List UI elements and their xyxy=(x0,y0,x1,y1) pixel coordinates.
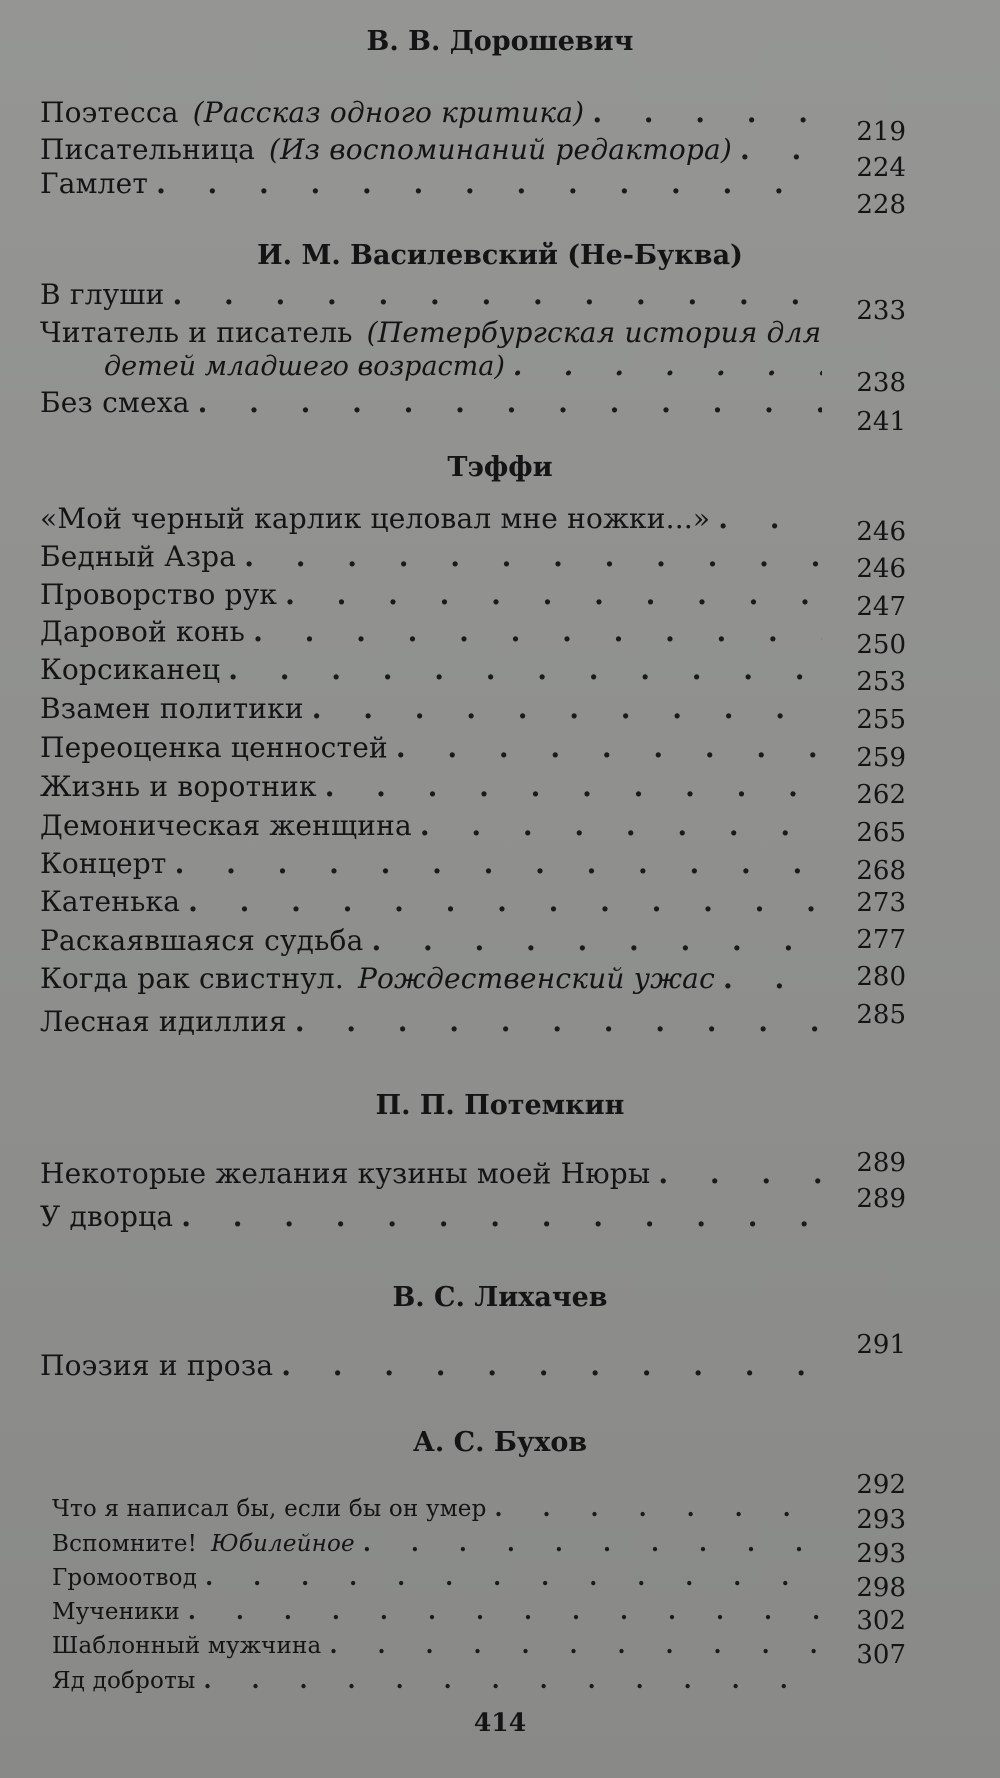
dot-leader xyxy=(244,540,822,573)
entry-title: Даровой конь xyxy=(40,615,246,648)
entry-title: Гамлет xyxy=(40,167,149,200)
entry-title: Взамен политики xyxy=(40,692,304,725)
toc-entry xyxy=(52,1564,822,1591)
entry-page: 219 xyxy=(856,117,906,147)
entry-title: «Мой черный карлик целовал мне ножки...» xyxy=(40,502,711,535)
dot-leader xyxy=(175,847,822,880)
toc-entry xyxy=(40,885,822,918)
dot-leader xyxy=(198,386,822,419)
entry-page: 262 xyxy=(856,780,906,810)
entry-page: 224 xyxy=(856,153,906,183)
page-number: 414 xyxy=(473,1708,527,1737)
entry-title: Раскаявшаяся судьба xyxy=(40,924,364,957)
entry-page: 255 xyxy=(856,705,906,735)
entry-subtitle: Рождественский ужас xyxy=(357,962,715,995)
entry-title: Некоторые желания кузины моей Нюры xyxy=(40,1157,651,1190)
toc-entry xyxy=(40,1200,822,1233)
dot-leader xyxy=(420,809,822,842)
entry-page: 273 xyxy=(856,888,906,918)
entry-title: Что я написал бы, если бы он умер xyxy=(52,1496,487,1522)
entry-page: 307 xyxy=(856,1640,906,1670)
author-heading: А. С. Бухов xyxy=(412,1427,588,1458)
entry-page: 233 xyxy=(856,296,906,326)
entry-title: Без смеха xyxy=(40,386,190,419)
entry-title: Катенька xyxy=(40,885,181,918)
entry-page: 289 xyxy=(856,1184,906,1214)
entry-page: 246 xyxy=(856,554,906,584)
dot-leader xyxy=(228,653,822,686)
dot-leader xyxy=(740,133,822,166)
entry-page: 238 xyxy=(856,368,906,398)
entry-page: 228 xyxy=(856,190,906,220)
entry-title: Проворство рук xyxy=(40,578,278,611)
toc-entry xyxy=(40,540,822,573)
dot-leader xyxy=(204,1667,822,1694)
entry-subtitle: (Рассказ одного критика) xyxy=(192,96,585,129)
toc-entry xyxy=(40,924,822,957)
toc-entry-continuation xyxy=(104,351,822,382)
entry-title: В глуши xyxy=(40,278,165,311)
entry-page: 241 xyxy=(856,407,906,437)
entry-page: 250 xyxy=(856,630,906,660)
entry-title: Поэзия и проза xyxy=(40,1349,274,1382)
dot-leader xyxy=(495,1495,822,1522)
dot-leader xyxy=(592,96,822,129)
entry-page: 291 xyxy=(856,1330,906,1360)
entry-title: Яд доброты xyxy=(52,1668,196,1694)
entry-page: 265 xyxy=(856,818,906,848)
toc-entry xyxy=(40,578,822,611)
entry-title: Вспомните! xyxy=(52,1531,198,1557)
author-heading: Тэффи xyxy=(447,452,553,483)
author-heading: П. П. Потемкин xyxy=(375,1090,625,1121)
entry-title: Лесная идиллия xyxy=(40,1005,287,1038)
dot-leader xyxy=(281,1349,822,1382)
entry-page: 246 xyxy=(856,517,906,547)
toc-entry xyxy=(52,1598,822,1625)
entry-page: 253 xyxy=(856,667,906,697)
dot-leader xyxy=(253,615,822,648)
entry-subtitle: (Петербургская история для xyxy=(366,316,822,349)
entry-page: 268 xyxy=(856,856,906,886)
dot-leader xyxy=(156,167,822,200)
entry-page: 285 xyxy=(856,1000,906,1030)
dot-leader xyxy=(363,1530,822,1557)
toc-entry xyxy=(52,1495,822,1522)
toc-entry xyxy=(52,1632,822,1659)
dot-leader xyxy=(188,1598,822,1625)
author-heading: И. М. Василевский (Не-Буква) xyxy=(257,240,743,271)
dot-leader xyxy=(181,1200,822,1233)
entry-title: У дворца xyxy=(40,1200,174,1233)
entry-page: 280 xyxy=(856,962,906,992)
dot-leader xyxy=(188,885,822,918)
entry-title: Переоценка ценностей xyxy=(40,731,388,764)
entry-subtitle-continued: детей младшего возраста) xyxy=(104,351,505,382)
entry-page: 259 xyxy=(856,743,906,773)
entry-title: Концерт xyxy=(40,847,167,880)
entry-page: 289 xyxy=(856,1148,906,1178)
dot-leader xyxy=(718,502,822,535)
toc-entry xyxy=(40,167,822,200)
toc-entry xyxy=(40,692,822,725)
dot-leader xyxy=(173,278,822,311)
entry-title: Шаблонный мужчина xyxy=(52,1633,322,1659)
entry-page: 277 xyxy=(856,925,906,955)
entry-title: Жизнь и воротник xyxy=(40,770,317,803)
entry-title: Громоотвод xyxy=(52,1565,198,1591)
entry-page: 247 xyxy=(856,592,906,622)
entry-title: Мученики xyxy=(52,1599,180,1625)
toc-entry xyxy=(40,962,822,995)
dot-leader xyxy=(396,731,822,764)
entry-title: Демоническая женщина xyxy=(40,809,412,842)
dot-leader xyxy=(513,351,822,382)
toc-entry xyxy=(40,502,822,535)
toc-entry xyxy=(40,1349,822,1382)
dot-leader xyxy=(658,1157,822,1190)
dot-leader xyxy=(205,1564,822,1591)
toc-entry xyxy=(40,731,822,764)
toc-entry xyxy=(52,1667,822,1694)
toc-entry xyxy=(40,615,822,648)
author-heading: В. В. Дорошевич xyxy=(366,26,634,57)
dot-leader xyxy=(723,962,822,995)
entry-title: Читатель и писатель xyxy=(40,316,353,349)
entry-title: Когда рак свистнул. xyxy=(40,962,344,995)
toc-entry xyxy=(40,96,822,129)
dot-leader xyxy=(329,1632,822,1659)
author-heading: В. С. Лихачев xyxy=(392,1282,608,1313)
toc-entry xyxy=(52,1530,822,1557)
entry-subtitle: Юбилейное xyxy=(211,1531,355,1557)
toc-entry xyxy=(40,386,822,419)
toc-entry xyxy=(40,1157,822,1190)
dot-leader xyxy=(371,924,822,957)
dot-leader xyxy=(325,770,822,803)
toc-entry xyxy=(40,847,822,880)
dot-leader xyxy=(285,578,822,611)
toc-entry xyxy=(40,133,822,166)
dot-leader xyxy=(295,1005,822,1038)
entry-subtitle: (Из воспоминаний редактора) xyxy=(268,133,733,166)
entry-page: 298 xyxy=(856,1573,906,1603)
entry-page: 293 xyxy=(856,1539,906,1569)
entry-title: Бедный Азра xyxy=(40,540,237,573)
toc-entry xyxy=(40,770,822,803)
entry-page: 293 xyxy=(856,1505,906,1535)
toc-entry xyxy=(40,278,822,311)
toc-entry xyxy=(40,809,822,842)
entry-title: Корсиканец xyxy=(40,653,221,686)
toc-entry xyxy=(40,1005,822,1038)
entry-page: 302 xyxy=(856,1606,906,1636)
toc-entry xyxy=(40,316,822,349)
entry-page: 292 xyxy=(856,1470,906,1500)
entry-title: Писательница xyxy=(40,133,255,166)
entry-title: Поэтесса xyxy=(40,96,179,129)
toc-entry xyxy=(40,653,822,686)
dot-leader xyxy=(312,692,822,725)
